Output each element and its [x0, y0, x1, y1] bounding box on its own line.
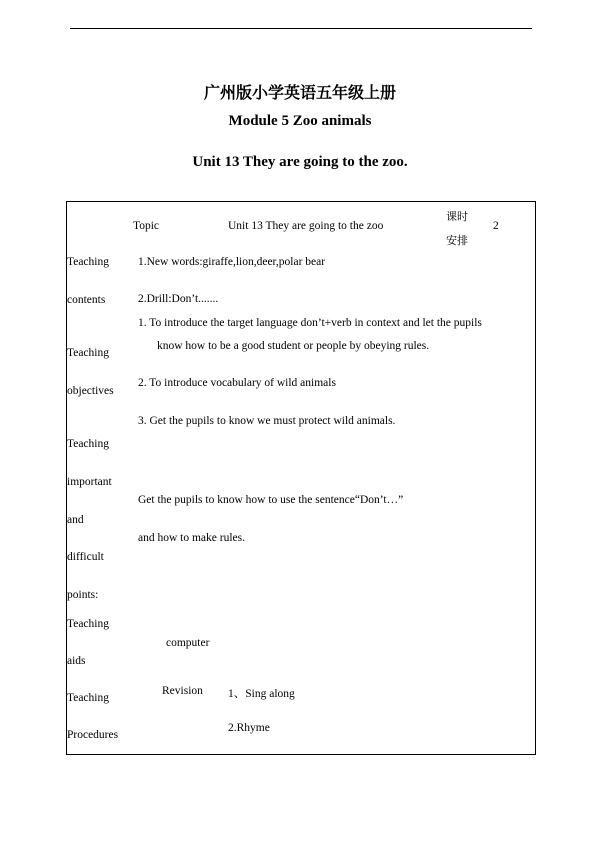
procedure-step-2: 2.Rhyme: [228, 722, 270, 734]
module-title: Module 5 Zoo animals: [228, 113, 372, 129]
period-label-line-2: 安排: [446, 234, 468, 247]
top-rule: [70, 28, 532, 29]
objectives-label-line-1: Teaching: [67, 347, 109, 359]
topic-label: Topic: [133, 220, 160, 232]
points-line-1: Get the pupils to know how to use the sentence“Don’t…”: [138, 494, 404, 506]
contents-line-2: 2.Drill:Don’t.......: [138, 293, 219, 305]
contents-line-1: 1.New words:giraffe,lion,deer,polar bear: [138, 256, 326, 268]
objective-1-line-2: know how to be a good student or people by obeying rules.: [157, 340, 430, 352]
contents-label-line-2: contents: [67, 294, 106, 306]
contents-label-line-1: Teaching: [67, 256, 109, 268]
document-title-chinese: 广州版小学英语五年级上册: [203, 83, 396, 102]
procedures-label-line-1: Teaching: [67, 692, 109, 704]
procedure-step-1: 1、Sing along: [228, 688, 295, 700]
objective-3: 3. Get the pupils to know we must protect wild animals.: [138, 415, 396, 427]
topic-value: Unit 13 They are going to the zoo: [228, 220, 384, 232]
points-label-line-3: and: [67, 514, 84, 526]
points-label-line-1: Teaching: [67, 438, 109, 450]
points-line-2: and how to make rules.: [138, 532, 245, 544]
points-label-line-4: difficult: [67, 551, 104, 563]
aids-value: computer: [166, 637, 210, 649]
aids-label-line-2: aids: [67, 655, 86, 667]
points-label-line-2: important: [67, 476, 112, 488]
points-label-line-5: points:: [67, 589, 99, 601]
procedure-stage: Revision: [162, 685, 203, 697]
period-label-line-1: 课时: [446, 210, 468, 223]
objective-1-line-1: 1. To introduce the target language don’t+verb in context and let the pupils: [138, 317, 482, 329]
unit-title: Unit 13 They are going to the zoo.: [192, 154, 408, 170]
procedures-label-line-2: Procedures: [67, 729, 119, 741]
lesson-plan-table: [66, 201, 536, 755]
aids-label-line-1: Teaching: [67, 618, 109, 630]
objective-2: 2. To introduce vocabulary of wild animals: [138, 377, 336, 389]
objectives-label-line-2: objectives: [67, 385, 114, 397]
period-value: 2: [493, 220, 499, 232]
